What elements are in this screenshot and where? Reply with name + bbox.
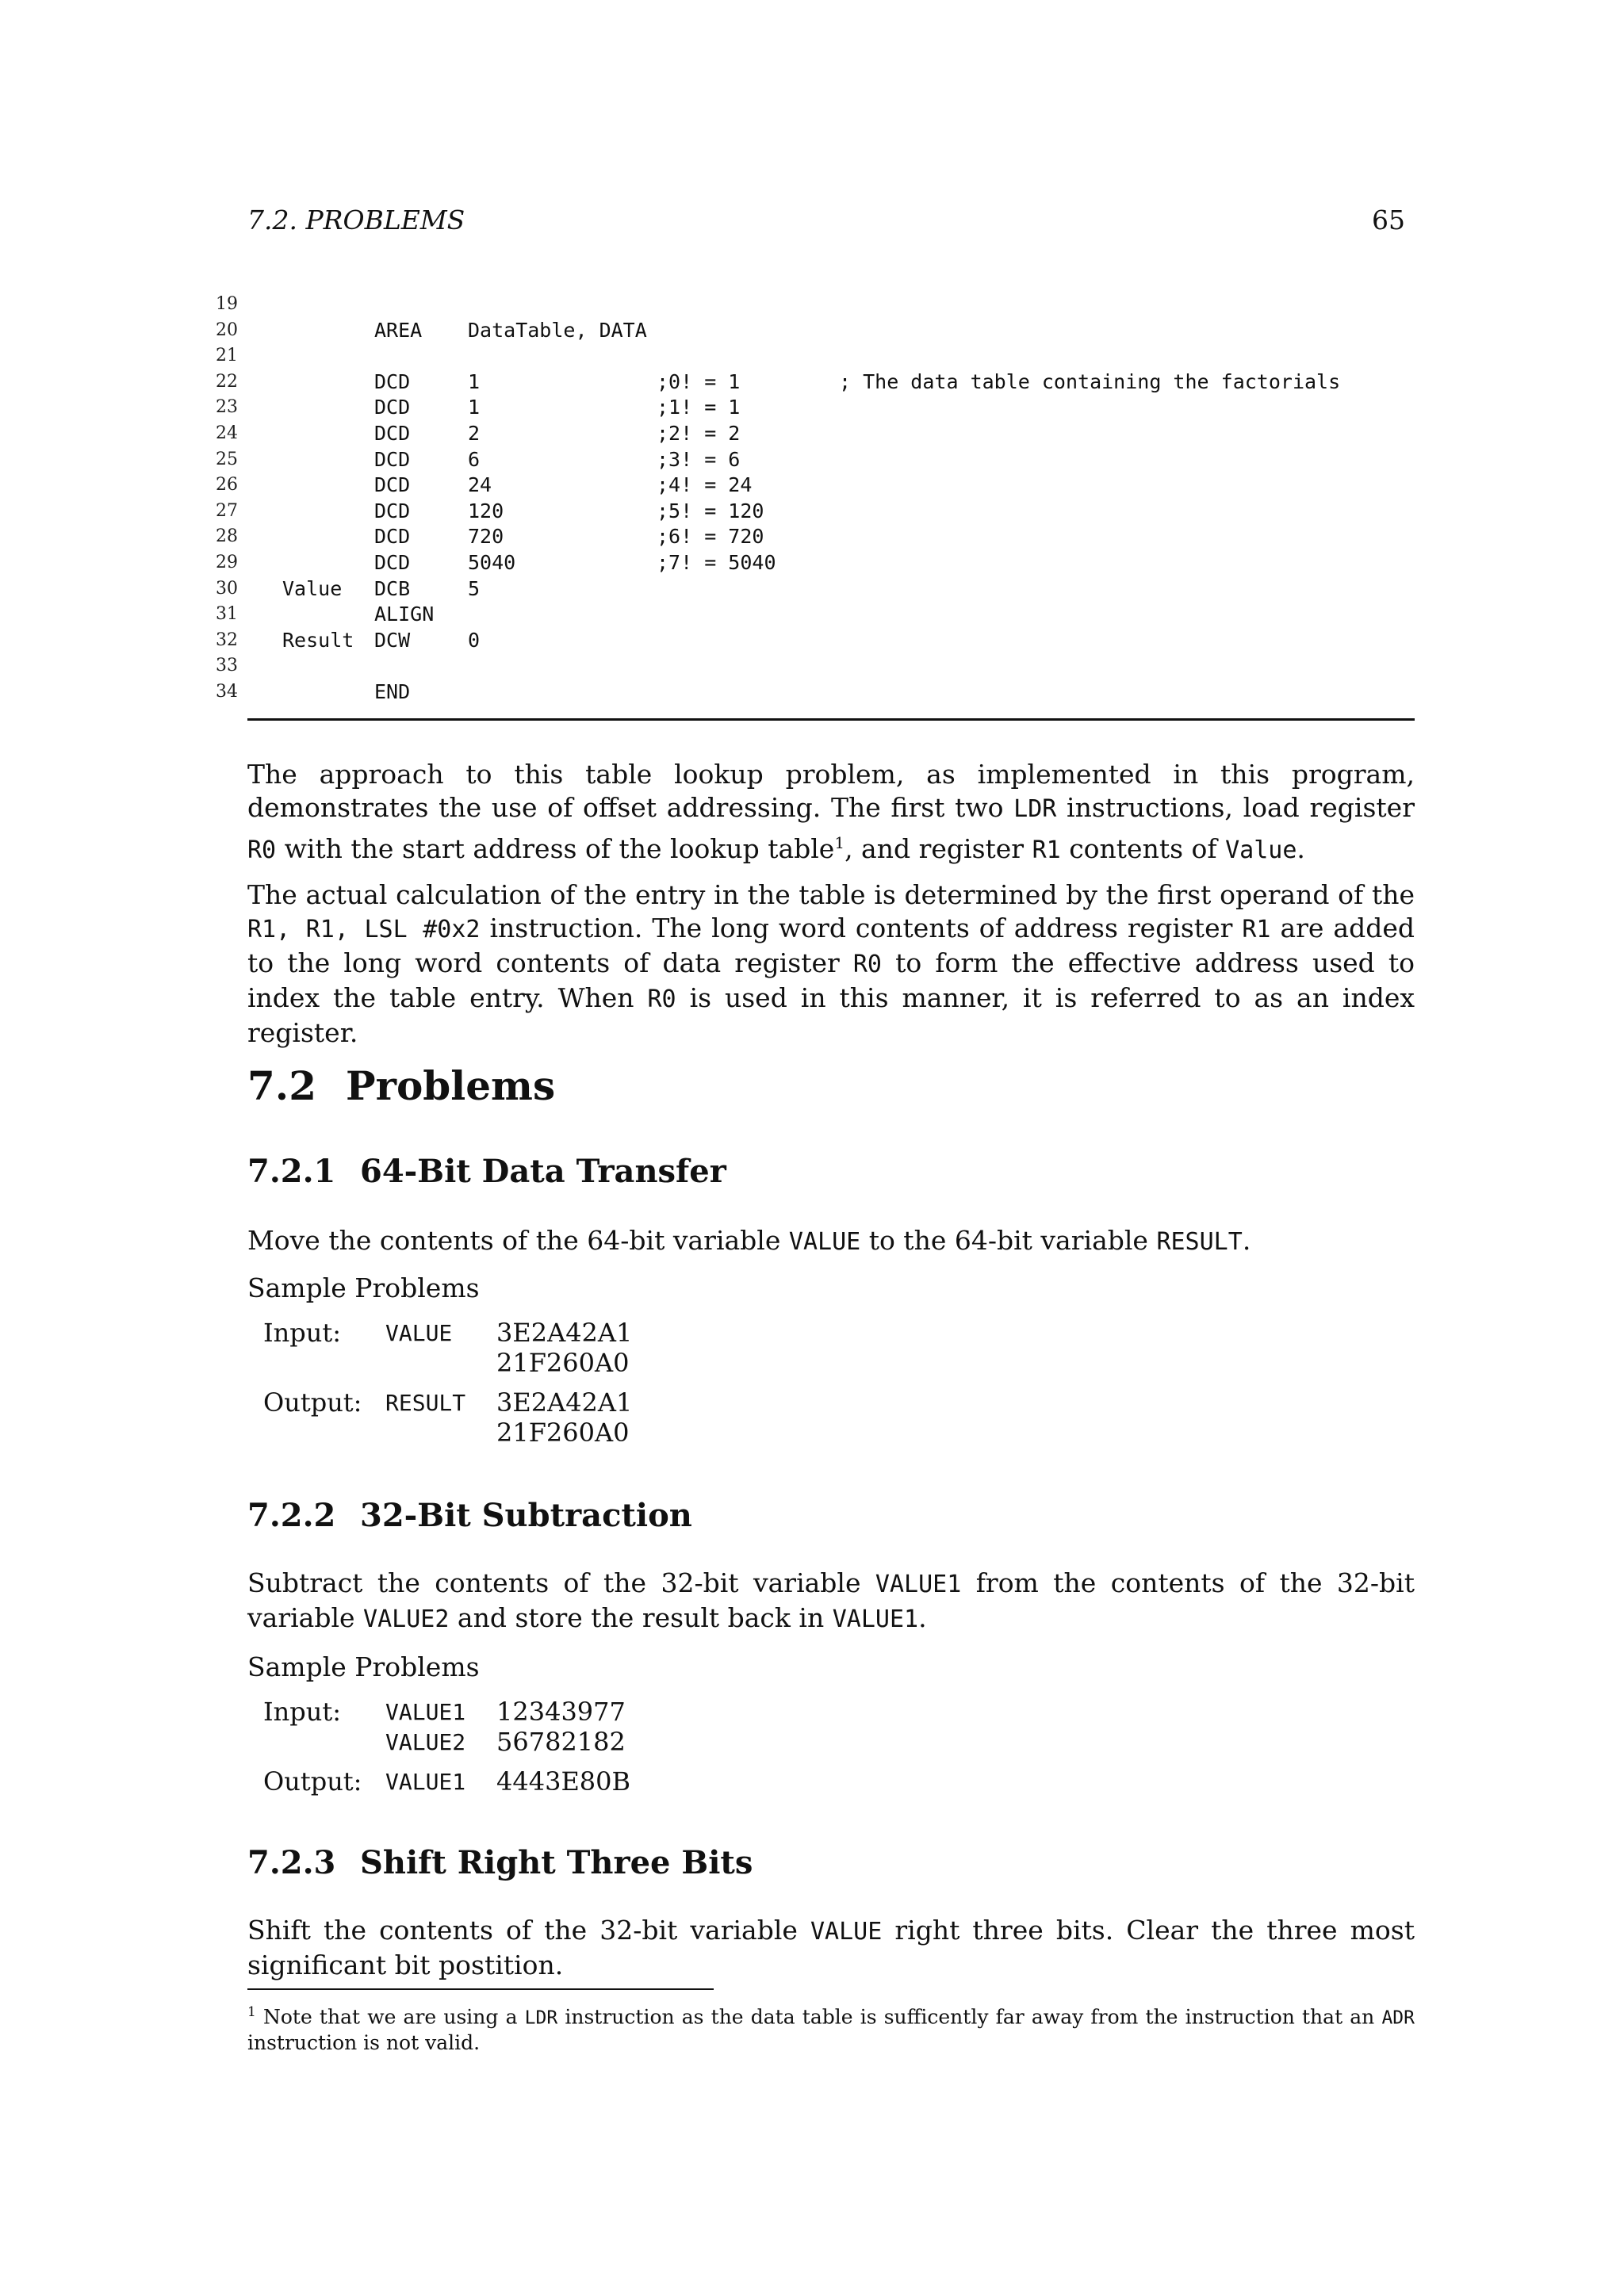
code-operand: 24 bbox=[468, 473, 492, 497]
code-line bbox=[216, 318, 1413, 344]
subsection-text bbox=[247, 1567, 1415, 1636]
text-run: The approach to this table lookup problem, as implemented in this program, demonstrates the use of offset addressing. The first two bbox=[247, 759, 1415, 823]
code-opcode: DCD bbox=[374, 369, 411, 393]
text-run: contents of bbox=[1060, 833, 1226, 864]
line-number: 25 bbox=[216, 449, 238, 469]
code-operand: 120 bbox=[468, 499, 504, 522]
code-line bbox=[216, 524, 1413, 550]
code-r1: R1 bbox=[1032, 836, 1061, 864]
code-ldr: LDR bbox=[524, 2007, 558, 2029]
line-number: 28 bbox=[216, 526, 238, 547]
sample-value: 4443E80B bbox=[496, 1766, 631, 1797]
page-number: 65 bbox=[1372, 205, 1405, 235]
code-operand: 6 bbox=[468, 447, 481, 471]
sample-kind: Input: bbox=[263, 1697, 341, 1727]
code-operand: R1, R1, LSL #0x2 bbox=[247, 916, 481, 943]
sample-value: 12343977 bbox=[496, 1697, 626, 1727]
text-run: instruction as the data table is sufficently far away from the instruction that an bbox=[557, 2005, 1382, 2029]
line-number: 23 bbox=[216, 397, 238, 418]
text-run: with the start address of the lookup table bbox=[276, 833, 835, 864]
code-value: VALUE bbox=[788, 1228, 861, 1256]
code-line bbox=[216, 447, 1413, 473]
code-r0: R0 bbox=[647, 985, 676, 1013]
line-number: 26 bbox=[216, 475, 238, 496]
code-line bbox=[216, 499, 1413, 525]
listing-bottom-rule bbox=[247, 718, 1415, 721]
footnote-mark: 1 bbox=[247, 2004, 256, 2020]
code-opcode: DCD bbox=[374, 447, 411, 471]
text-run: Move the contents of the 64-bit variable bbox=[247, 1225, 789, 1256]
text-run: instructions, load register bbox=[1056, 792, 1415, 823]
text-run: are added to the long word contents of data register bbox=[247, 913, 1415, 978]
subsection-heading-7-2-2 bbox=[247, 1497, 692, 1534]
line-number: 29 bbox=[216, 552, 238, 572]
code-opcode: DCD bbox=[374, 499, 411, 522]
code-comment: ;4! = 24 bbox=[657, 473, 753, 497]
code-comment: ;5! = 120 bbox=[657, 499, 764, 522]
line-number: 24 bbox=[216, 423, 238, 443]
code-listing bbox=[216, 292, 1413, 706]
text-run: , and register bbox=[845, 833, 1032, 864]
text-run: right three bits. Clear the three most significant bit postition. bbox=[247, 1915, 1415, 1980]
code-line bbox=[216, 292, 1413, 318]
code-comment: ;3! = 6 bbox=[657, 447, 741, 471]
code-value1: VALUE1 bbox=[875, 1571, 962, 1598]
sample-value: 3E2A42A1 bbox=[496, 1387, 633, 1418]
text-run: to form the effective address used to index the table entry. When bbox=[247, 947, 1415, 1013]
line-number: 27 bbox=[216, 500, 238, 521]
code-line bbox=[216, 473, 1413, 499]
code-operand: 0 bbox=[468, 628, 481, 652]
code-opcode: DCB bbox=[374, 576, 411, 600]
line-number: 22 bbox=[216, 371, 238, 392]
sample-kind: Output: bbox=[263, 1766, 362, 1797]
code-line bbox=[216, 576, 1413, 603]
sample-kind: Input: bbox=[263, 1318, 341, 1348]
code-line bbox=[216, 679, 1413, 706]
subsection-number: 7.2.2 bbox=[247, 1497, 336, 1534]
line-number: 20 bbox=[216, 320, 238, 340]
code-line bbox=[216, 343, 1413, 369]
code-opcode: DCD bbox=[374, 550, 411, 574]
code-line bbox=[216, 369, 1413, 396]
section-title: Problems bbox=[346, 1062, 556, 1109]
subsection-title: Shift Right Three Bits bbox=[360, 1844, 753, 1881]
text-run: instruction is not valid. bbox=[247, 2031, 481, 2055]
text-run: from the contents of the 32-bit variable bbox=[247, 1567, 1415, 1633]
sample-variable: VALUE2 bbox=[385, 1729, 466, 1755]
sample-problems-label: Sample Problems bbox=[247, 1272, 480, 1303]
subsection-heading-7-2-1 bbox=[247, 1153, 726, 1190]
code-opcode: DCD bbox=[374, 396, 411, 419]
paragraph-index-register bbox=[247, 878, 1415, 1050]
line-number: 32 bbox=[216, 629, 238, 650]
code-label: Result bbox=[282, 628, 354, 652]
code-operand: 5 bbox=[468, 576, 481, 600]
code-opcode: AREA bbox=[374, 318, 423, 342]
code-operand: 2 bbox=[468, 421, 481, 445]
subsection-number: 7.2.1 bbox=[247, 1153, 336, 1190]
code-r1: R1 bbox=[1242, 916, 1271, 943]
code-result: RESULT bbox=[1156, 1228, 1243, 1256]
paragraph-offset-addressing bbox=[247, 758, 1415, 867]
subsection-text bbox=[247, 1224, 1415, 1259]
code-comment: ;1! = 1 bbox=[657, 396, 741, 419]
subsection-heading-7-2-3 bbox=[247, 1844, 753, 1881]
code-opcode: DCW bbox=[374, 628, 411, 652]
sample-variable: RESULT bbox=[385, 1390, 466, 1416]
code-line bbox=[216, 653, 1413, 679]
line-number: 31 bbox=[216, 604, 238, 625]
running-header-title: 7.2. PROBLEMS bbox=[247, 205, 465, 235]
section-heading bbox=[247, 1062, 555, 1109]
sample-variable: VALUE1 bbox=[385, 1769, 466, 1795]
code-line bbox=[216, 550, 1413, 576]
sample-value: 21F260A0 bbox=[496, 1418, 630, 1448]
running-header bbox=[247, 205, 1405, 239]
sample-kind: Output: bbox=[263, 1387, 362, 1418]
code-r0: R0 bbox=[852, 951, 882, 978]
sample-variable: VALUE bbox=[385, 1320, 453, 1346]
code-opcode: ALIGN bbox=[374, 603, 435, 626]
subsection-number: 7.2.3 bbox=[247, 1844, 336, 1881]
subsection-title: 64-Bit Data Transfer bbox=[360, 1153, 726, 1190]
code-comment: ; The data table containing the factorials bbox=[839, 369, 1341, 393]
code-operand: 1 bbox=[468, 369, 481, 393]
text-run: . bbox=[1297, 833, 1305, 864]
footnote-ref[interactable]: 1 bbox=[834, 833, 845, 852]
section-number: 7.2 bbox=[247, 1062, 316, 1109]
code-value: Value bbox=[1225, 836, 1297, 864]
text-run: Note that we are using a bbox=[255, 2005, 525, 2029]
text-run: instruction. The long word contents of address register bbox=[480, 913, 1243, 943]
code-value1: VALUE1 bbox=[832, 1605, 919, 1633]
subsection-title: 32-Bit Subtraction bbox=[360, 1497, 692, 1534]
sample-value: 3E2A42A1 bbox=[496, 1318, 633, 1348]
code-opcode: DCD bbox=[374, 525, 411, 549]
code-line bbox=[216, 421, 1413, 447]
text-run: Subtract the contents of the 32-bit variable bbox=[247, 1567, 875, 1598]
code-line bbox=[216, 602, 1413, 628]
text-run: is used in this manner, it is referred to as an index register. bbox=[247, 982, 1415, 1048]
code-line bbox=[216, 628, 1413, 654]
text-run: . bbox=[918, 1602, 927, 1633]
code-operand: 5040 bbox=[468, 550, 516, 574]
line-number: 30 bbox=[216, 578, 238, 599]
code-operand: DataTable, DATA bbox=[468, 318, 647, 342]
sample-value: 56782182 bbox=[496, 1727, 626, 1757]
code-value: VALUE bbox=[810, 1918, 883, 1946]
code-line bbox=[216, 395, 1413, 421]
code-comment: ;0! = 1 bbox=[657, 369, 741, 393]
code-label: Value bbox=[282, 576, 343, 600]
code-operand: 1 bbox=[468, 396, 481, 419]
footnote bbox=[247, 1999, 1415, 2056]
sample-value: 21F260A0 bbox=[496, 1348, 630, 1378]
subsection-text bbox=[247, 1914, 1415, 1982]
line-number: 19 bbox=[216, 294, 238, 314]
line-number: 34 bbox=[216, 681, 238, 702]
sample-problems-label: Sample Problems bbox=[247, 1651, 480, 1682]
code-adr: ADR bbox=[1381, 2007, 1415, 2029]
code-opcode: END bbox=[374, 679, 411, 703]
text-run: Shift the contents of the 32-bit variable bbox=[247, 1915, 810, 1946]
code-ldr: LDR bbox=[1013, 795, 1057, 823]
code-comment: ;2! = 2 bbox=[657, 421, 741, 445]
code-comment: ;7! = 5040 bbox=[657, 550, 776, 574]
sample-variable: VALUE1 bbox=[385, 1699, 466, 1725]
text-run: to the 64-bit variable bbox=[860, 1225, 1157, 1256]
footnote-rule bbox=[247, 1988, 714, 1990]
code-comment: ;6! = 720 bbox=[657, 525, 764, 549]
code-value2: VALUE2 bbox=[363, 1605, 450, 1633]
text-run: and store the result back in bbox=[449, 1602, 833, 1633]
line-number: 33 bbox=[216, 656, 238, 676]
text-run: The actual calculation of the entry in the table is determined by the first operand of the bbox=[247, 879, 1415, 910]
code-operand: 720 bbox=[468, 525, 504, 549]
code-r0: R0 bbox=[247, 836, 277, 864]
line-number: 21 bbox=[216, 346, 238, 366]
code-opcode: DCD bbox=[374, 473, 411, 497]
code-opcode: DCD bbox=[374, 421, 411, 445]
text-run: . bbox=[1242, 1225, 1251, 1256]
